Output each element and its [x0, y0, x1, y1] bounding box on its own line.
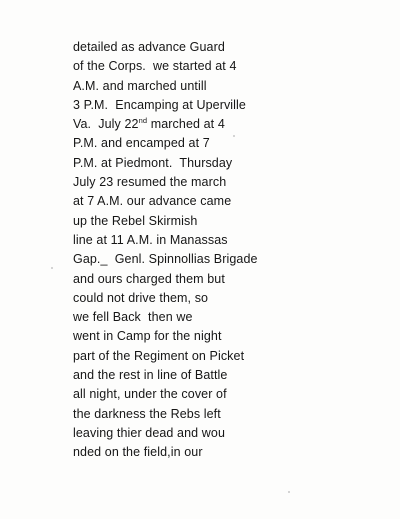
text-segment: P.M. and encamped at 7 — [73, 136, 210, 151]
text-segment: line at 11 A.M. in Manassas — [73, 232, 228, 247]
transcription-text — [73, 38, 258, 463]
text-segment: we fell Back then we — [73, 310, 193, 325]
text-segment: Gap._ Genl. Spinnollias Brigade — [73, 252, 258, 267]
text-segment: marched at 4 — [147, 117, 225, 132]
text-segment: July 23 resumed the march — [73, 175, 227, 190]
text-segment: of the Corps. we started at 4 — [73, 59, 237, 74]
text-line — [73, 173, 258, 192]
text-line — [73, 385, 258, 404]
text-segment: and ours charged them but — [73, 271, 225, 286]
text-line — [73, 38, 258, 57]
text-segment: went in Camp for the night — [73, 329, 222, 344]
text-line — [73, 212, 258, 231]
text-line — [73, 308, 258, 327]
text-line — [73, 327, 258, 346]
paper-speck — [51, 267, 53, 269]
text-line — [73, 231, 258, 250]
text-line — [73, 96, 258, 115]
text-segment: nded on the field,in our — [73, 445, 203, 460]
text-line — [73, 366, 258, 385]
text-segment: part of the Regiment on Picket — [73, 348, 245, 363]
text-line — [73, 424, 258, 443]
text-line — [73, 115, 258, 134]
text-segment: 3 P.M. Encamping at Uperville — [73, 97, 246, 112]
text-segment: all night, under the cover of — [73, 387, 227, 402]
text-segment: detailed as advance Guard — [73, 40, 225, 54]
text-line — [73, 134, 258, 153]
text-line — [73, 250, 258, 269]
text-line — [73, 405, 258, 424]
ordinal-superscript: nd — [138, 116, 148, 126]
text-line — [73, 77, 258, 96]
text-segment: A.M. and marched untill — [73, 78, 207, 93]
text-line — [73, 289, 258, 308]
text-segment: P.M. at Piedmont. Thursday — [73, 155, 233, 170]
text-segment: Va. July 22 — [73, 117, 139, 132]
text-segment: leaving thier dead and wou — [73, 425, 226, 440]
text-line — [73, 443, 258, 462]
text-line — [73, 347, 258, 366]
text-segment: and the rest in line of Battle — [73, 368, 228, 383]
text-line — [73, 270, 258, 289]
text-segment: could not drive them, so — [73, 290, 209, 305]
text-line — [73, 154, 258, 173]
text-segment: up the Rebel Skirmish — [73, 213, 198, 228]
text-segment: at 7 A.M. our advance came — [73, 194, 232, 209]
text-line — [73, 192, 258, 211]
text-line — [73, 57, 258, 76]
paper-speck — [288, 491, 290, 493]
text-segment: the darkness the Rebs left — [73, 406, 221, 421]
